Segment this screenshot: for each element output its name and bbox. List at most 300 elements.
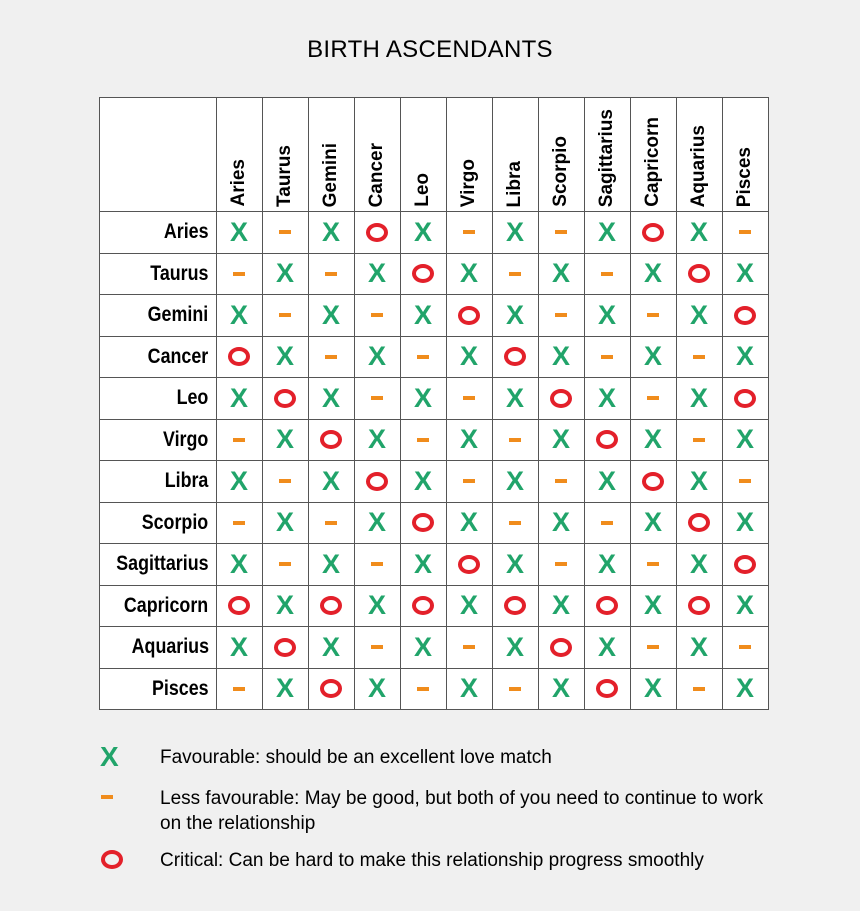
table-row [100, 502, 769, 544]
less-favourable-mark [417, 687, 429, 691]
favourable-mark: X [368, 258, 387, 289]
critical-mark [366, 472, 388, 491]
favourable-mark: X [414, 631, 433, 662]
compatibility-cell [722, 544, 768, 586]
compatibility-cell [400, 585, 446, 627]
compatibility-cell [630, 295, 676, 337]
favourable-mark: X [276, 341, 295, 372]
column-header-pisces [722, 98, 768, 212]
less-favourable-mark [555, 230, 567, 234]
favourable-mark: X [414, 382, 433, 413]
less-favourable-mark [693, 438, 705, 442]
column-header-label: Capricorn [642, 117, 664, 207]
favourable-mark: X [690, 382, 709, 413]
compatibility-cell [538, 378, 584, 420]
favourable-mark: X [322, 631, 341, 662]
compatibility-cell [216, 295, 262, 337]
favourable-mark: X [506, 548, 525, 579]
compatibility-cell [492, 378, 538, 420]
compatibility-cell [492, 668, 538, 710]
compatibility-cell [492, 336, 538, 378]
row-header-leo [100, 378, 217, 420]
favourable-mark: X [598, 382, 617, 413]
compatibility-cell [446, 544, 492, 586]
compatibility-cell [630, 544, 676, 586]
column-header-virgo [446, 98, 492, 212]
critical-mark [734, 306, 756, 325]
less-favourable-mark [417, 438, 429, 442]
favourable-mark: X [552, 590, 571, 621]
less-favourable-mark [739, 645, 751, 649]
compatibility-cell [584, 295, 630, 337]
row-header-aquarius [100, 627, 217, 669]
critical-mark [688, 264, 710, 283]
compatibility-cell [584, 461, 630, 503]
compatibility-cell [538, 585, 584, 627]
less-favourable-mark [371, 562, 383, 566]
compatibility-cell [722, 336, 768, 378]
column-header-aquarius [676, 98, 722, 212]
compatibility-cell [308, 627, 354, 669]
favourable-mark: X [460, 673, 479, 704]
favourable-mark: X [414, 465, 433, 496]
compatibility-cell [584, 627, 630, 669]
compatibility-cell [538, 295, 584, 337]
less-favourable-mark [739, 479, 751, 483]
compatibility-cell [538, 419, 584, 461]
table-row [100, 336, 769, 378]
favourable-mark: X [414, 299, 433, 330]
favourable-mark: X [414, 548, 433, 579]
compatibility-cell [262, 336, 308, 378]
compatibility-table [99, 97, 769, 710]
compatibility-cell [308, 502, 354, 544]
column-header-leo [400, 98, 446, 212]
favourable-mark: X [598, 548, 617, 579]
compatibility-cell [584, 253, 630, 295]
row-header-label: Capricorn [124, 593, 209, 617]
favourable-mark: X [644, 507, 663, 538]
less-favourable-mark [233, 438, 245, 442]
favourable-mark: X [552, 424, 571, 455]
row-header-label: Virgo [163, 427, 209, 451]
compatibility-cell [446, 419, 492, 461]
column-header-label: Sagittarius [596, 108, 618, 207]
compatibility-cell [722, 419, 768, 461]
legend-text: Less favourable: May be good, but both of you need to continue to work on the relationship [160, 788, 764, 834]
compatibility-cell [722, 295, 768, 337]
compatibility-cell [676, 419, 722, 461]
row-header-label: Aquarius [131, 635, 209, 659]
less-favourable-mark [509, 272, 521, 276]
compatibility-cell [262, 295, 308, 337]
compatibility-cell [722, 378, 768, 420]
compatibility-cell [354, 502, 400, 544]
compatibility-cell [676, 378, 722, 420]
row-header-label: Pisces [151, 676, 209, 700]
compatibility-cell [354, 544, 400, 586]
favourable-mark: X [276, 507, 295, 538]
compatibility-cell [354, 585, 400, 627]
favourable-mark: X [552, 507, 571, 538]
row-header-capricorn [100, 585, 217, 627]
favourable-mark: X [322, 548, 341, 579]
compatibility-cell [400, 668, 446, 710]
favourable-mark: X [736, 424, 755, 455]
legend-text: Favourable: should be an excellent love match [160, 747, 552, 768]
favourable-mark: X [230, 548, 249, 579]
favourable-mark: X [322, 382, 341, 413]
compatibility-cell [584, 668, 630, 710]
compatibility-cell [354, 212, 400, 254]
favourable-mark: X [230, 299, 249, 330]
critical-mark [228, 596, 250, 615]
compatibility-cell [262, 378, 308, 420]
less-favourable-mark [463, 396, 475, 400]
less-favourable-mark [233, 521, 245, 525]
compatibility-cell [676, 668, 722, 710]
less-favourable-mark [555, 313, 567, 317]
critical-mark [596, 679, 618, 698]
table-row [100, 544, 769, 586]
compatibility-cell [676, 336, 722, 378]
row-header-label: Cancer [148, 344, 209, 368]
row-header-label: Leo [176, 386, 209, 410]
critical-mark [320, 430, 342, 449]
compatibility-cell [216, 378, 262, 420]
critical-mark [688, 513, 710, 532]
compatibility-cell [216, 585, 262, 627]
compatibility-cell [630, 212, 676, 254]
compatibility-cell [308, 378, 354, 420]
compatibility-cell [492, 253, 538, 295]
compatibility-cell [584, 378, 630, 420]
less-favourable-mark [463, 230, 475, 234]
favourable-mark: X [460, 507, 479, 538]
compatibility-cell [584, 502, 630, 544]
compatibility-cell [492, 544, 538, 586]
compatibility-cell [538, 253, 584, 295]
compatibility-cell [630, 378, 676, 420]
compatibility-cell [400, 544, 446, 586]
compatibility-cell [538, 212, 584, 254]
critical-mark [412, 513, 434, 532]
compatibility-cell [676, 627, 722, 669]
less-favourable-mark [509, 521, 521, 525]
critical-mark [642, 223, 664, 242]
compatibility-cell [216, 419, 262, 461]
column-header-label: Leo [412, 173, 434, 207]
row-header-gemini [100, 295, 217, 337]
compatibility-cell [216, 461, 262, 503]
favourable-mark: X [230, 216, 249, 247]
favourable-mark: X [736, 673, 755, 704]
compatibility-cell [216, 544, 262, 586]
less-favourable-mark [647, 313, 659, 317]
table-row [100, 461, 769, 503]
compatibility-cell [354, 253, 400, 295]
critical-mark [366, 223, 388, 242]
favourable-mark: X [644, 258, 663, 289]
compatibility-cell [262, 461, 308, 503]
table-body [100, 212, 769, 710]
compatibility-cell [354, 378, 400, 420]
less-favourable-mark [325, 272, 337, 276]
favourable-mark: X [736, 507, 755, 538]
compatibility-cell [630, 336, 676, 378]
less-favourable-mark [647, 396, 659, 400]
compatibility-cell [308, 585, 354, 627]
favourable-mark: X [690, 631, 709, 662]
compatibility-cell [676, 212, 722, 254]
less-favourable-mark [463, 479, 475, 483]
less-favourable-mark [279, 230, 291, 234]
row-header-label: Libra [164, 469, 209, 493]
critical-mark [642, 472, 664, 491]
less-favourable-mark [325, 521, 337, 525]
corner-cell [100, 98, 217, 212]
compatibility-cell [400, 295, 446, 337]
compatibility-cell [492, 627, 538, 669]
row-header-label: Sagittarius [116, 552, 209, 576]
compatibility-cell [676, 502, 722, 544]
critical-mark [320, 679, 342, 698]
compatibility-cell [400, 461, 446, 503]
compatibility-cell [308, 544, 354, 586]
compatibility-cell [538, 502, 584, 544]
compatibility-cell [308, 295, 354, 337]
favourable-mark: X [368, 673, 387, 704]
compatibility-cell [722, 627, 768, 669]
compatibility-cell [630, 461, 676, 503]
compatibility-cell [446, 212, 492, 254]
compatibility-cell [308, 419, 354, 461]
favourable-mark: X [552, 258, 571, 289]
compatibility-cell [538, 627, 584, 669]
row-header-label: Scorpio [142, 510, 209, 534]
row-header-sagittarius [100, 544, 217, 586]
compatibility-cell [216, 502, 262, 544]
critical-mark [504, 347, 526, 366]
row-header-pisces [100, 668, 217, 710]
critical-mark [550, 638, 572, 657]
favourable-mark: X [690, 465, 709, 496]
column-header-label: Gemini [320, 142, 342, 207]
chart-title: BIRTH ASCENDANTS [307, 36, 553, 63]
favourable-mark: X [460, 258, 479, 289]
favourable-mark: X [368, 341, 387, 372]
critical-mark [458, 306, 480, 325]
less-favourable-mark [555, 562, 567, 566]
critical-mark [550, 389, 572, 408]
favourable-mark: X [506, 465, 525, 496]
compatibility-cell [538, 336, 584, 378]
compatibility-cell [446, 668, 492, 710]
compatibility-cell [446, 378, 492, 420]
compatibility-cell [216, 253, 262, 295]
compatibility-cell [630, 253, 676, 295]
critical-mark [596, 596, 618, 615]
favourable-mark: X [736, 341, 755, 372]
less-favourable-mark [509, 687, 521, 691]
compatibility-cell [308, 212, 354, 254]
compatibility-cell [492, 461, 538, 503]
compatibility-cell [354, 627, 400, 669]
compatibility-cell [400, 212, 446, 254]
compatibility-cell [400, 502, 446, 544]
favourable-mark: X [736, 258, 755, 289]
favourable-mark: X [230, 382, 249, 413]
compatibility-cell [676, 253, 722, 295]
compatibility-cell [722, 253, 768, 295]
column-header-label: Aries [228, 159, 250, 207]
favourable-mark: X [414, 216, 433, 247]
favourable-mark: X [276, 424, 295, 455]
compatibility-cell [308, 253, 354, 295]
column-header-label: Scorpio [550, 136, 572, 207]
compatibility-cell [262, 668, 308, 710]
compatibility-cell [262, 419, 308, 461]
compatibility-cell [400, 336, 446, 378]
compatibility-cell [492, 502, 538, 544]
row-header-taurus [100, 253, 217, 295]
compatibility-cell [492, 212, 538, 254]
compatibility-cell [722, 502, 768, 544]
compatibility-cell [630, 585, 676, 627]
compatibility-cell [722, 668, 768, 710]
row-header-aries [100, 212, 217, 254]
compatibility-cell [262, 544, 308, 586]
critical-mark [734, 555, 756, 574]
compatibility-cell [216, 627, 262, 669]
compatibility-cell [262, 585, 308, 627]
compatibility-cell [492, 295, 538, 337]
compatibility-cell [400, 253, 446, 295]
table-row [100, 419, 769, 461]
less-favourable-mark [371, 313, 383, 317]
column-header-label: Taurus [274, 145, 296, 207]
critical-mark [458, 555, 480, 574]
table-row [100, 378, 769, 420]
less-favourable-mark [371, 645, 383, 649]
favourable-mark: X [230, 631, 249, 662]
compatibility-cell [630, 627, 676, 669]
compatibility-cell [446, 461, 492, 503]
compatibility-cell [584, 544, 630, 586]
compatibility-cell [722, 461, 768, 503]
row-header-cancer [100, 336, 217, 378]
column-header-label: Libra [504, 160, 526, 207]
compatibility-cell [354, 419, 400, 461]
column-header-capricorn [630, 98, 676, 212]
compatibility-cell [630, 419, 676, 461]
compatibility-cell [492, 585, 538, 627]
compatibility-cell [354, 336, 400, 378]
compatibility-cell [446, 585, 492, 627]
column-header-label: Pisces [734, 146, 756, 207]
less-favourable-mark [647, 562, 659, 566]
compatibility-cell [262, 253, 308, 295]
compatibility-cell [308, 336, 354, 378]
less-favourable-mark [601, 521, 613, 525]
compatibility-cell [584, 336, 630, 378]
table-row [100, 295, 769, 337]
compatibility-cell [308, 668, 354, 710]
row-header-label: Taurus [150, 261, 209, 285]
compatibility-cell [538, 544, 584, 586]
compatibility-cell [262, 502, 308, 544]
row-header-label: Gemini [148, 303, 209, 327]
compatibility-cell [354, 295, 400, 337]
compatibility-cell [262, 212, 308, 254]
favourable-mark: X [736, 590, 755, 621]
less-favourable-mark [463, 645, 475, 649]
compatibility-cell [584, 212, 630, 254]
favourable-mark: X [368, 590, 387, 621]
less-favourable-mark [279, 313, 291, 317]
favourable-mark: X [368, 424, 387, 455]
favourable-mark: X [644, 590, 663, 621]
compatibility-cell [354, 668, 400, 710]
favourable-mark: X [552, 673, 571, 704]
less-favourable-mark [279, 562, 291, 566]
favourable-mark: X [690, 548, 709, 579]
row-header-scorpio [100, 502, 217, 544]
table-row [100, 627, 769, 669]
compatibility-cell [308, 461, 354, 503]
row-header-libra [100, 461, 217, 503]
favourable-mark: X [552, 341, 571, 372]
table-row [100, 668, 769, 710]
less-favourable-mark [693, 687, 705, 691]
favourable-mark: X [506, 216, 525, 247]
critical-mark [688, 596, 710, 615]
column-header-libra [492, 98, 538, 212]
less-favourable-mark [601, 355, 613, 359]
less-favourable-mark [601, 272, 613, 276]
less-favourable-mark [371, 396, 383, 400]
critical-mark [734, 389, 756, 408]
compatibility-cell [400, 627, 446, 669]
table-row [100, 212, 769, 254]
column-header-label: Virgo [458, 158, 480, 207]
compatibility-cell [676, 461, 722, 503]
column-header-aries [216, 98, 262, 212]
less-favourable-mark [233, 687, 245, 691]
compatibility-cell [216, 212, 262, 254]
compatibility-cell [446, 336, 492, 378]
compatibility-cell [676, 295, 722, 337]
favourable-mark: X [322, 216, 341, 247]
column-header-scorpio [538, 98, 584, 212]
compatibility-cell [446, 295, 492, 337]
column-header-label: Cancer [366, 142, 388, 207]
favourable-mark: X [506, 631, 525, 662]
favourable-mark: X [690, 299, 709, 330]
column-header-taurus [262, 98, 308, 212]
favourable-mark: X [598, 216, 617, 247]
less-favourable-mark [739, 230, 751, 234]
less-favourable-mark [693, 355, 705, 359]
favourable-mark: X [644, 424, 663, 455]
favourable-mark: X [506, 382, 525, 413]
compatibility-cell [216, 336, 262, 378]
compatibility-cell [584, 585, 630, 627]
favourable-mark: X [100, 741, 119, 772]
critical-mark [504, 596, 526, 615]
compatibility-cell [446, 502, 492, 544]
favourable-mark: X [598, 465, 617, 496]
